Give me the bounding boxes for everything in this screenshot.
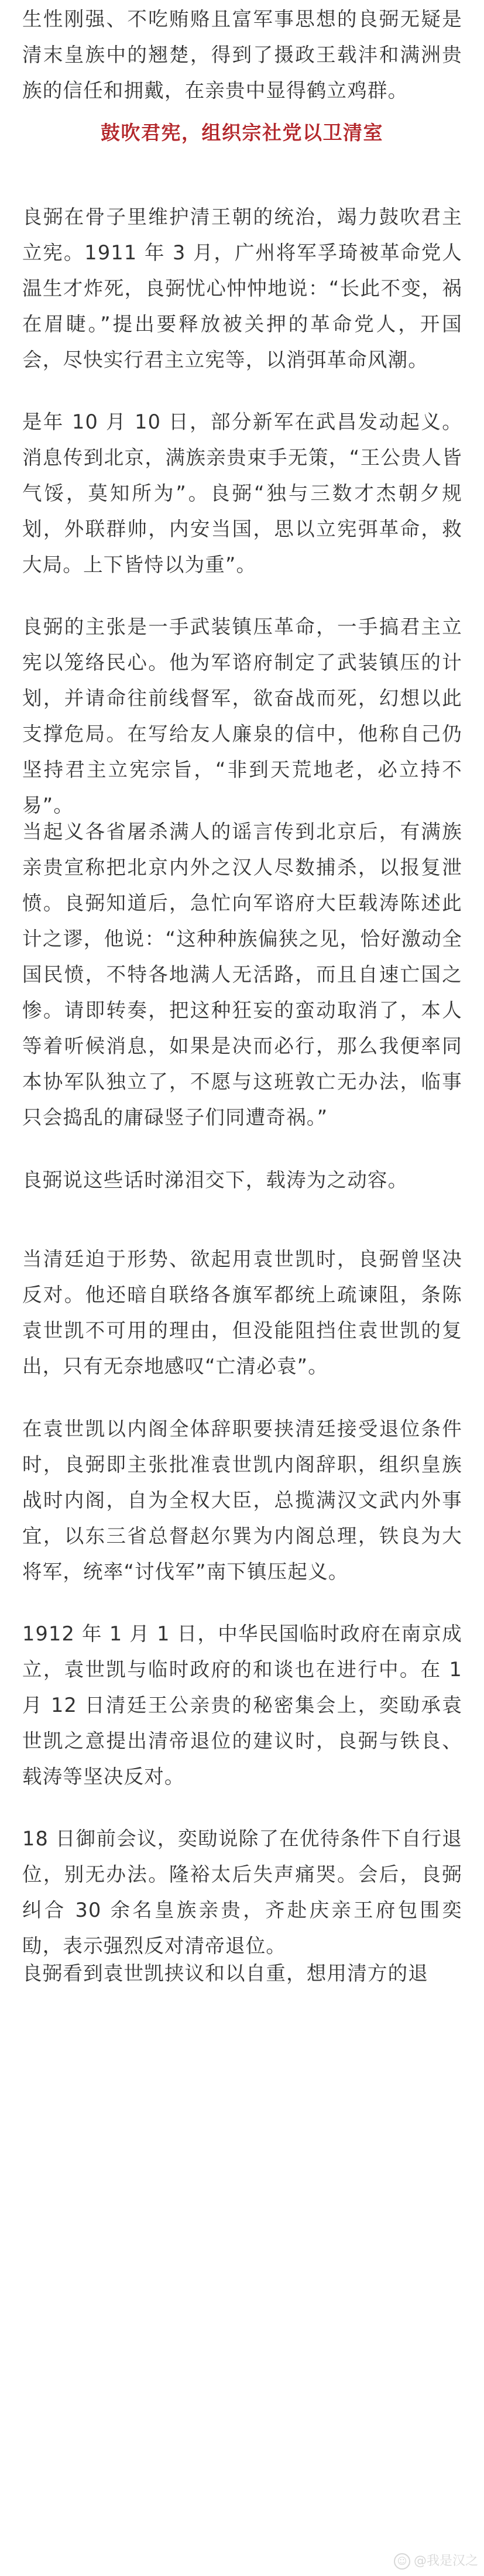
article-paragraph-11: 良弼看到袁世凯挟议和以自重，想用清方的退 [22, 1962, 428, 1985]
watermark-logo-icon: ☺ [394, 2553, 410, 2570]
article-paragraph-4: 良弼的主张是一手武装镇压革命，一手搞君主立宪以笼络民心。他为军谘府制定了武装镇压的计划，并请命往前线督军，欲奋战而死，幻想以此支撑危局。在写给友人廉泉的信中，他称自己仍坚持君主立宪宗旨，“非到天荒地老，必立持不易”。 [22, 615, 462, 817]
article-paragraph-8: 在袁世凯以内阁全体辞职要挟清廷接受退位条件时，良弼即主张批准袁世凯内阁辞职，组织皇族战时内阁，自为全权大臣，总揽满汉文武内外事宜，以东三省总督赵尔巽为内阁总理，铁良为大将军，统率“讨伐军”南下镇压起义。 [22, 1417, 462, 1583]
article-paragraph-7: 当清廷迫于形势、欲起用袁世凯时，良弼曾坚决反对。他还暗自联络各旗军都统上疏谏阻，条陈袁世凯不可用的理由，但没能阻挡住袁世凯的复出，只有无奈地感叹“亡清必袁”。 [22, 1248, 462, 1378]
article-paragraph-9: 1912 年 1 月 1 日，中华民国临时政府在南京成立，袁世凯与临时政府的和谈也在进行中。在 1 月 12 日清廷王公亲贵的秘密集会上，奕劻承袁世凯之意提出清帝退位的建议时，良弼与铁良、载涛等坚决反对。 [22, 1622, 462, 1788]
section-heading: 鼓吹君宪，组织宗社党以卫清室 [101, 121, 383, 144]
article-paragraph-5: 当起义各省屠杀满人的谣言传到北京后，有满族亲贵宣称把北京内外之汉人尽数捕杀，以报复泄愤。良弼知道后，急忙向军谘府大臣载涛陈述此计之谬，他说：“这种种族偏狭之见，恰好激动全国民愤，不特各地满人无活路，而且自速亡国之惨。请即转奏，把这种狂妄的蛮动取消了，本人等着听候消息，如果是决而必行，那么我便率同本协军队独立了，不愿与这班敦亡无办法，临事只会捣乱的庸碌竖子们同遭奇祸。” [22, 820, 462, 1129]
article-paragraph-3: 是年 10 月 10 日，部分新军在武昌发动起义。消息传到北京，满族亲贵束手无策，“王公贵人皆气馁，莫知所为”。良弼“独与三数才杰朝夕规划，外联群帅，内安当国，思以立宪弭革命，救大局。上下皆恃以为重”。 [22, 410, 462, 576]
watermark [394, 2551, 478, 2571]
article-paragraph-10: 18 日御前会议，奕劻说除了在优待条件下自行退位，别无办法。隆裕太后失声痛哭。会后，良弼纠合 30 余名皇族亲贵，齐赴庆亲王府包围奕劻，表示强烈反对清帝退位。 [22, 1827, 462, 1957]
watermark-text: @我是汉之 [413, 2554, 478, 2568]
article-paragraph-1: 生性刚强、不吃贿赂且富军事思想的良弼无疑是清末皇族中的翘楚，得到了摄政王载沣和满洲贵族的信任和拥戴，在亲贵中显得鹤立鸡群。 [22, 8, 462, 102]
article-paragraph-6: 良弼说这些话时涕泪交下，载涛为之动容。 [22, 1169, 409, 1191]
article-paragraph-2: 良弼在骨子里维护清王朝的统治，竭力鼓吹君主立宪。1911 年 3 月，广州将军孚琦被革命党人温生才炸死，良弼忧心忡忡地说：“长此不变，祸在眉睫。”提出要释放被关押的革命党人，开国会，尽快实行君主立宪等，以消弭革命风潮。 [22, 205, 462, 371]
